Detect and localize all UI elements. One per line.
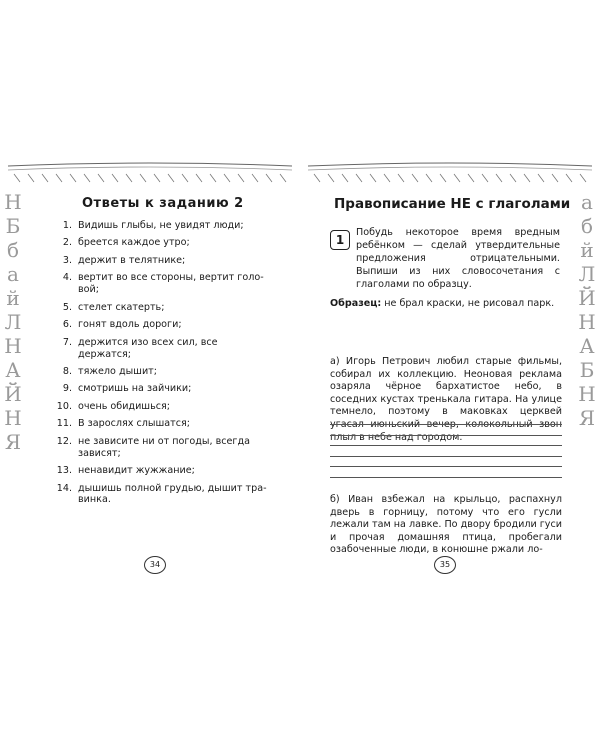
sample-label: Образец: (330, 298, 382, 309)
decor-letter: Я (578, 406, 596, 430)
answer-text: держится изо всех сил, все держатся; (78, 336, 218, 360)
page-number-right: 35 (434, 556, 456, 574)
left-letter-strip (2, 190, 24, 585)
answer-text: не зависите ни от погоды, всегда зависят; (78, 435, 250, 459)
answer-number: 5. (62, 301, 72, 313)
sample-text: не брал краски, не рисовал парк. (381, 298, 555, 309)
sample-line (330, 297, 566, 310)
answer-number: 11. (56, 418, 72, 430)
decor-letter: Н (4, 190, 22, 214)
exercise-paragraph-a: а) Игорь Петрович любил старые фильмы, собирал их коллекцию. Неоновая реклама озаряла чёрное бархатистое небо, в соседних кустах тренькала гитара. На улице темнело, поэтому в маковках церквей угасал июньский вечер, колокольный звон плыл в небе над городом. (330, 356, 562, 443)
answer-item (56, 319, 268, 331)
decor-letter: Н (578, 382, 596, 406)
answer-item (56, 220, 268, 232)
decor-letter: б (6, 238, 20, 262)
answer-item (56, 465, 268, 477)
decor-letter: й (6, 286, 20, 310)
answer-number: 10. (56, 400, 72, 412)
answer-text: стелет скатерть; (78, 301, 165, 313)
lesson-title: Правописание НЕ с глаголами (334, 196, 571, 212)
decor-letter: а (7, 262, 19, 286)
right-letter-strip (576, 190, 598, 585)
answer-text: вертит во все стороны, вертит голо-вой; (78, 272, 264, 296)
answer-text: Видишь глыбы, не увидят люди; (78, 220, 244, 231)
decor-letter: Б (579, 358, 595, 382)
writing-line[interactable] (330, 435, 562, 436)
decor-letter: б (580, 214, 594, 238)
answer-number: 12. (56, 435, 72, 447)
writing-line[interactable] (330, 456, 562, 457)
decor-letter: Б (5, 214, 21, 238)
answer-item (56, 436, 268, 460)
answer-item (56, 366, 268, 378)
decor-letter: А (5, 358, 21, 382)
answer-number: 13. (56, 465, 72, 477)
answer-number: 3. (62, 254, 72, 266)
answer-item (56, 401, 268, 413)
answer-number: 9. (62, 383, 72, 395)
writing-line[interactable] (330, 477, 562, 478)
decor-letter: Н (578, 310, 596, 334)
answer-item (56, 302, 268, 314)
answer-text: смотришь на зайчики; (78, 383, 192, 395)
exercise-paragraph-b: б) Иван взбежал на крыльцо, распахнул дверь в горницу, потому что его гусли лежали там на лавке. По двору бродили гуси и прочая домашняя птица, пробегали озабоченные люди, в конюшне ржали ло- (330, 494, 562, 556)
task-number-badge: 1 (330, 230, 350, 250)
answer-number: 2. (62, 237, 72, 249)
decor-letter: Й (4, 382, 22, 406)
decor-letter: А (579, 334, 595, 358)
decor-letter: Л (578, 262, 596, 286)
writing-line[interactable] (330, 424, 562, 425)
decor-letter: Й (578, 286, 596, 310)
answer-number: 7. (62, 336, 72, 348)
answer-text: В зарослях слышатся; (78, 418, 190, 430)
answer-item (56, 418, 268, 430)
answer-item (56, 383, 268, 395)
decor-letter: Н (4, 406, 22, 430)
answer-item (56, 272, 268, 296)
decor-letter: Л (4, 310, 22, 334)
answer-item (56, 237, 268, 249)
decor-letter: Н (4, 334, 22, 358)
answer-item (56, 483, 268, 507)
writing-line[interactable] (330, 466, 562, 467)
answer-text: ненавидит жужжание; (78, 465, 195, 477)
answer-number: 1. (62, 220, 72, 231)
answer-text: бреется каждое утро; (78, 237, 190, 249)
answer-text: тяжело дышит; (78, 365, 157, 377)
answer-text: дышишь полной грудью, дышит тра-винка. (78, 482, 267, 506)
answer-text: очень обидишься; (78, 400, 171, 412)
answer-text: гонят вдоль дороги; (78, 319, 182, 331)
answers-title: Ответы к заданию 2 (82, 196, 244, 211)
page-number-left: 34 (144, 556, 166, 574)
writing-line[interactable] (330, 445, 562, 446)
decor-letter: й (580, 238, 594, 262)
answer-number: 4. (62, 272, 72, 284)
decor-letter: а (581, 190, 593, 214)
answer-item (56, 255, 268, 267)
answer-number: 6. (62, 319, 72, 331)
answer-number: 14. (56, 482, 72, 494)
decor-letter: Я (4, 430, 22, 454)
answers-list (56, 220, 268, 512)
answer-writing-lines[interactable] (330, 424, 562, 487)
answer-item (56, 337, 268, 361)
task-instruction: Побудь некоторое время вредным ребёнком — сделай утвердительные предложения отрицательными. Выпиши из них словосочетания с глаголами по образцу. (356, 227, 560, 290)
answer-number: 8. (62, 365, 72, 377)
answer-text: держит в телятнике; (78, 254, 186, 266)
